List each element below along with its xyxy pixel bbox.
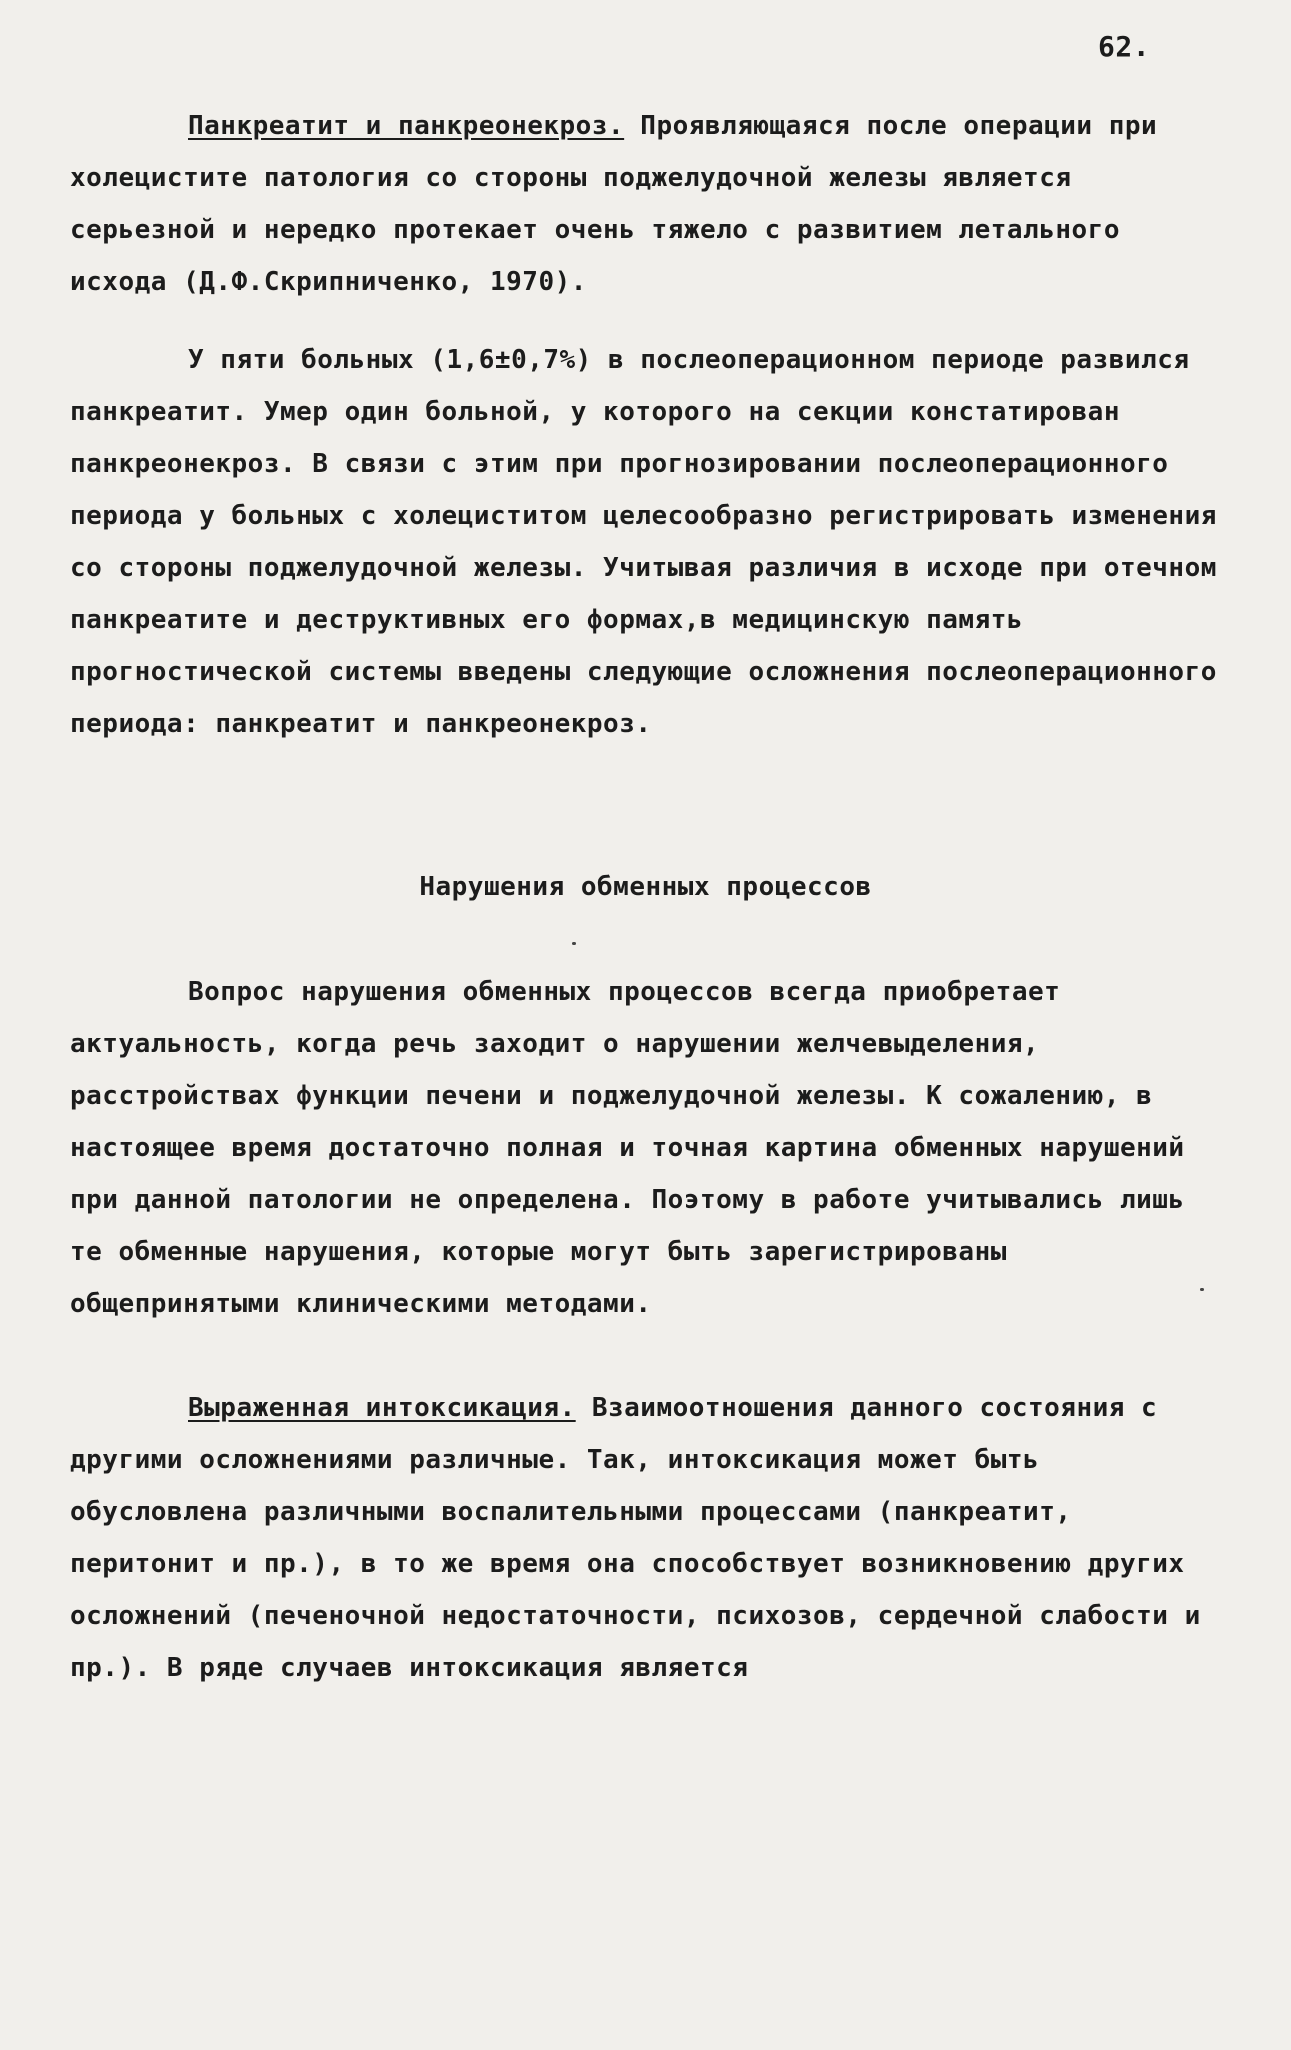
- subheading-pancreatitis: Панкреатит и панкреонекроз.: [188, 111, 625, 141]
- paragraph-intoxication: [70, 1382, 1220, 1694]
- page-number: 62.: [1098, 30, 1151, 63]
- section-heading: Нарушения обменных процессов: [419, 872, 872, 902]
- scan-speck: [1200, 1288, 1204, 1291]
- paragraph-text: У пяти больных (1,6±0,7%) в послеоперационном периоде развился панкреатит. Умер один больной, у которого на секции констатирован панкреонекроз. В связи с этим при прогнозировании послеоперационного периода у больных с холециститом целесообразно регистрировать изменения со стороны поджелудочной железы. Учитывая различия в исходе при отечном панкреатите и деструктивных его формах,в медицинскую память прогностической системы введены следующие осложнения послеоперационного периода: панкреатит и панкреонекроз.: [70, 345, 1217, 739]
- paragraph-text: Взаимоотношения данного состояния с другими осложнениями различные. Так, интоксикация может быть обусловлена различными воспалительными процессами (панкреатит, перитонит и пр.), в то же время она способствует возникновению других осложнений (печеночной недостаточности, психозов, сердечной слабости и пр.). В ряде случаев интоксикация является: [70, 1393, 1201, 1683]
- paragraph-pancreatitis-intro: [70, 100, 1220, 308]
- paragraph-pancreatitis-cases: [70, 334, 1220, 750]
- paragraph-text: Вопрос нарушения обменных процессов всегда приобретает актуальность, когда речь заходит о нарушении желчевыделения, расстройствах функции печени и поджелудочной железы. К сожалению, в настоящее время достаточно полная и точная картина обменных нарушений при данной патологии не определена. Поэтому в работе учитывались лишь те обменные нарушения, которые могут быть зарегистрированы общепринятыми клиническими методами.: [70, 977, 1185, 1319]
- subheading-intoxication: Выраженная интоксикация.: [188, 1393, 576, 1423]
- paragraph-metabolic: [70, 966, 1220, 1330]
- scan-speck: [572, 942, 576, 945]
- paragraph-text: Проявляющаяся после операции при холецистите патология со стороны поджелудочной железы является серьезной и нередко протекает очень тяжело с развитием летального исхода (Д.Ф.Скрипниченко, 1970).: [70, 111, 1158, 297]
